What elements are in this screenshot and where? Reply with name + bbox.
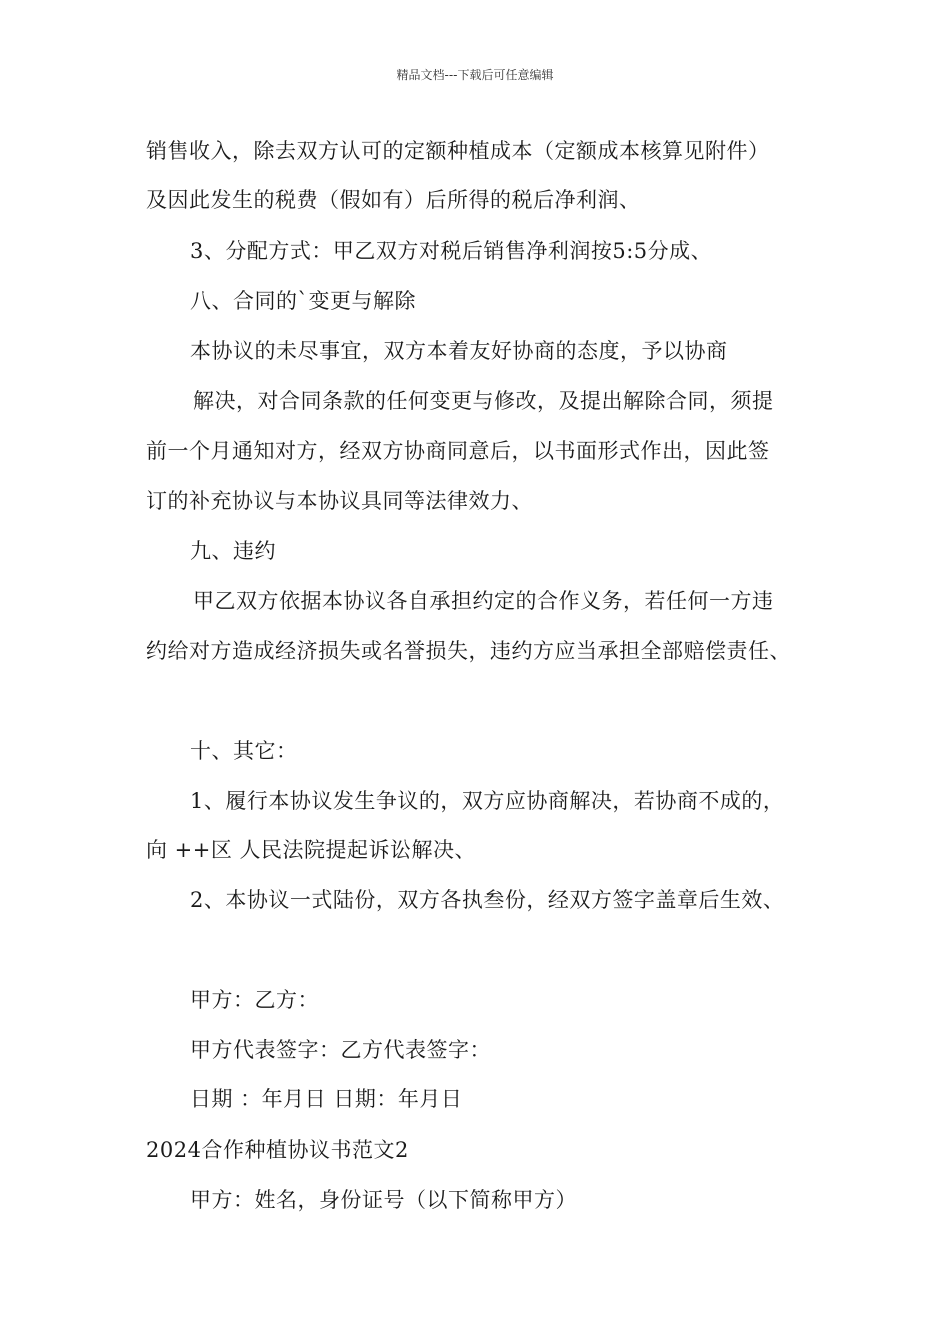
- text-line: 2、本协议一式陆份，双方各执叁份，经双方签字盖章后生效、: [190, 888, 785, 912]
- text-line: 前一个月通知对方，经双方协商同意后，以书面形式作出，因此签: [146, 439, 770, 463]
- section-heading: 十、其它：: [190, 739, 298, 763]
- text-line: 向 ++区 人民法院提起诉讼解决、: [146, 838, 477, 862]
- signature-line: 甲方：乙方：: [190, 988, 319, 1012]
- signature-line: 甲方代表签字：乙方代表签字：: [190, 1038, 491, 1062]
- text-line: 及因此发生的税费（假如有）后所得的税后净利润、: [146, 188, 641, 212]
- text-line: 解决，对合同条款的任何变更与修改，及提出解除合同，须提: [193, 389, 774, 413]
- text-line: 本协议的未尽事宜，双方本着友好协商的态度，予以协商: [190, 339, 728, 363]
- section-heading: 九、违约: [190, 539, 276, 563]
- text-line: 约给对方造成经济损失或名誉损失，违约方应当承担全部赔偿责任、: [146, 639, 791, 663]
- text-line: 订的补充协议与本协议具同等法律效力、: [146, 489, 533, 513]
- page-header: 精品文档---下载后可任意编辑: [396, 68, 554, 82]
- document-title: 2024合作种植协议书范文2: [146, 1138, 409, 1162]
- section-heading: 八、合同的`变更与解除: [190, 289, 416, 313]
- text-line: 销售收入，除去双方认可的定额种植成本（定额成本核算见附件）: [146, 139, 770, 163]
- text-line: 3、分配方式：甲乙双方对税后销售净利润按5:5分成、: [190, 239, 713, 263]
- date-line: 日期 ：年月日 日期：年月日: [190, 1087, 463, 1111]
- text-line: 甲乙双方依据本协议各自承担约定的合作义务，若任何一方违: [193, 589, 774, 613]
- text-line: 1、履行本协议发生争议的，双方应协商解决，若协商不成的，: [190, 789, 785, 813]
- text-line: 甲方：姓名，身份证号（以下简称甲方）: [190, 1188, 577, 1212]
